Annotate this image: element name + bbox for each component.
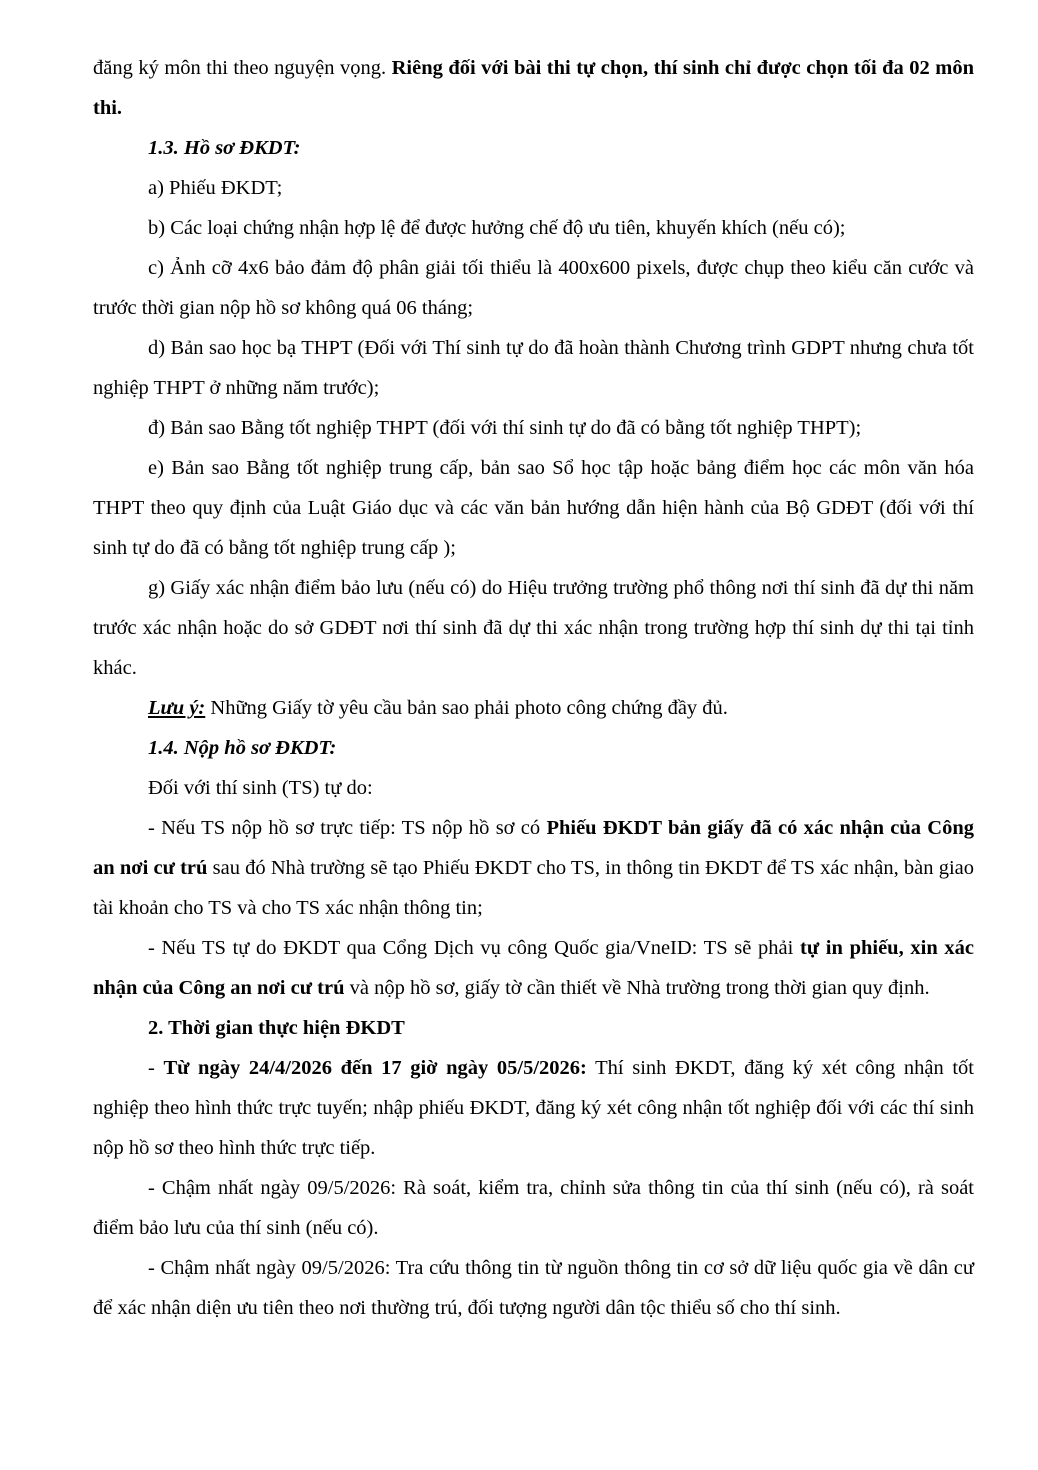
paragraph-subject-registration: đăng ký môn thi theo nguyện vọng. Riêng đối với bài thi tự chọn, thí sinh chỉ được chọn tối đa 02 môn thi. xyxy=(93,57,974,119)
list-item-d: d) Bản sao học bạ THPT (Đối với Thí sinh tự do đã hoàn thành Chương trình GDPT nhưng chưa tốt nghiệp THPT ở những năm trước); xyxy=(93,337,974,399)
free-candidate-intro: Đối với thí sinh (TS) tự do: xyxy=(148,777,373,799)
section-heading-2: 2. Thời gian thực hiện ĐKDT xyxy=(148,1017,405,1039)
list-item-a: a) Phiếu ĐKDT; xyxy=(148,177,283,199)
document-page xyxy=(93,48,974,1328)
section-heading-1-4: 1.4. Nộp hồ sơ ĐKDT: xyxy=(148,737,337,759)
timeline-item-1: - Từ ngày 24/4/2026 đến 17 giờ ngày 05/5/2026: Thí sinh ĐKDT, đăng ký xét công nhận tốt nghiệp theo hình thức trực tuyến; nhập phiếu ĐKDT, đăng ký xét công nhận tốt nghiệp đối với các thí sinh nộp hồ sơ theo hình thức trực tiếp. xyxy=(93,1057,974,1159)
timeline-item-2: - Chậm nhất ngày 09/5/2026: Rà soát, kiểm tra, chỉnh sửa thông tin của thí sinh (nếu có), rà soát điểm bảo lưu của thí sinh (nếu có). xyxy=(93,1177,974,1239)
list-item-dd: đ) Bản sao Bằng tốt nghiệp THPT (đối với thí sinh tự do đã có bằng tốt nghiệp THPT); xyxy=(148,417,862,439)
note-paragraph: Lưu ý: Những Giấy tờ yêu cầu bản sao phải photo công chứng đầy đủ. xyxy=(148,697,728,719)
list-item-g: g) Giấy xác nhận điểm bảo lưu (nếu có) do Hiệu trưởng trường phổ thông nơi thí sinh đã dự thi năm trước xác nhận hoặc do sở GDĐT nơi thí sinh đã dự thi xác nhận trong trường hợp thí sinh dự thi tại tỉnh khác. xyxy=(93,577,974,679)
list-item-b: b) Các loại chứng nhận hợp lệ để được hưởng chế độ ưu tiên, khuyến khích (nếu có); xyxy=(148,217,846,239)
online-submission-paragraph: - Nếu TS tự do ĐKDT qua Cổng Dịch vụ công Quốc gia/VneID: TS sẽ phải tự in phiếu, xin xác nhận của Công an nơi cư trú và nộp hồ sơ, giấy tờ cần thiết về Nhà trường trong thời gian quy định. xyxy=(93,937,974,999)
list-item-c: c) Ảnh cỡ 4x6 bảo đảm độ phân giải tối thiểu là 400x600 pixels, được chụp theo kiểu căn cước và trước thời gian nộp hồ sơ không quá 06 tháng; xyxy=(93,257,974,319)
list-item-e: e) Bản sao Bằng tốt nghiệp trung cấp, bản sao Sổ học tập hoặc bảng điểm học các môn văn hóa THPT theo quy định của Luật Giáo dục và các văn bản hướng dẫn hiện hành của Bộ GDĐT (đối với thí sinh tự do đã có bằng tốt nghiệp trung cấp ); xyxy=(93,457,974,559)
section-heading-1-3: 1.3. Hồ sơ ĐKDT: xyxy=(148,137,301,159)
timeline-item-3: - Chậm nhất ngày 09/5/2026: Tra cứu thông tin từ nguồn thông tin cơ sở dữ liệu quốc gia về dân cư để xác nhận diện ưu tiên theo nơi thường trú, đối tượng người dân tộc thiểu số cho thí sinh. xyxy=(93,1257,974,1319)
direct-submission-paragraph: - Nếu TS nộp hồ sơ trực tiếp: TS nộp hồ sơ có Phiếu ĐKDT bản giấy đã có xác nhận của Công an nơi cư trú sau đó Nhà trường sẽ tạo Phiếu ĐKDT cho TS, in thông tin ĐKDT để TS xác nhận, bàn giao tài khoản cho TS và cho TS xác nhận thông tin; xyxy=(93,817,974,919)
note-label: Lưu ý: xyxy=(148,697,206,719)
